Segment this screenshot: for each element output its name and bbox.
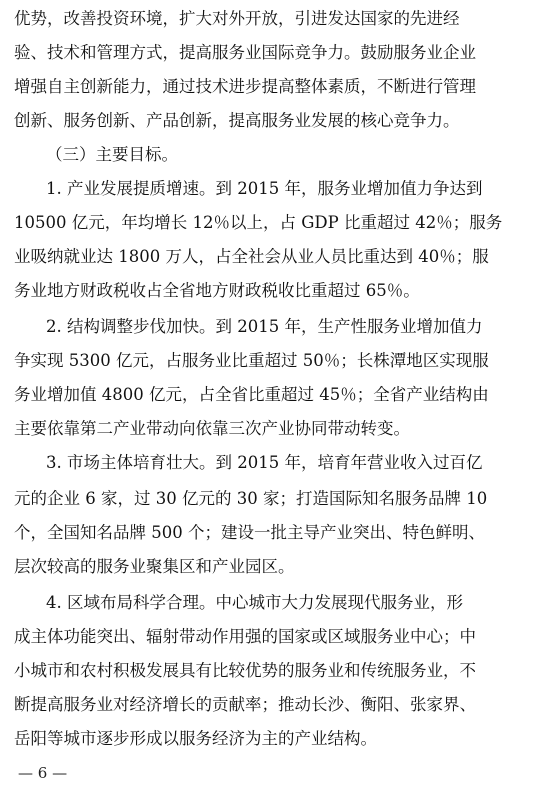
- body-text-line: 断提高服务业对经济增长的贡献率；推动长沙、衡阳、张家界、: [14, 695, 476, 714]
- body-text-line: 创新、服务创新、产品创新，提高服务业发展的核心竞争力。: [14, 111, 460, 130]
- body-text-line: 4. 区域布局科学合理。中心城市大力发展现代服务业，形: [46, 593, 463, 612]
- section-heading: （三）主要目标。: [46, 145, 178, 164]
- page-number: — 6 —: [18, 764, 68, 782]
- body-text-line: 1. 产业发展提质增速。到 2015 年，服务业增加值力争达到: [46, 179, 483, 198]
- body-text-line: 增强自主创新能力，通过技术进步提高整体素质，不断进行管理: [14, 77, 476, 96]
- body-text-line: 成主体功能突出、辐射带动作用强的国家或区域服务业中心；中: [14, 627, 476, 646]
- body-text-line: 优势，改善投资环境，扩大对外开放，引进发达国家的先进经: [14, 9, 460, 28]
- body-text-line: 元的企业 6 家，过 30 亿元的 30 家；打造国际知名服务品牌 10: [14, 489, 488, 508]
- body-text-line: 岳阳等城市逐步形成以服务经济为主的产业结构。: [14, 729, 377, 748]
- body-text-line: 务业增加值 4800 亿元，占全省比重超过 45％；全省产业结构由: [14, 385, 489, 404]
- body-text-line: 验、技术和管理方式，提高服务业国际竞争力。鼓励服务业企业: [14, 43, 476, 62]
- body-text-line: 争实现 5300 亿元，占服务业比重超过 50％；长株潭地区实现服: [14, 351, 489, 370]
- body-text-line: 层次较高的服务业聚集区和产业园区。: [14, 557, 295, 576]
- body-text-line: 10500 亿元，年均增长 12％以上，占 GDP 比重超过 42％；服务: [14, 213, 503, 232]
- body-text-line: 3. 市场主体培育壮大。到 2015 年，培育年营业收入过百亿: [46, 453, 483, 472]
- body-text-line: 个，全国知名品牌 500 个；建设一批主导产业突出、特色鲜明、: [14, 523, 485, 542]
- body-text-line: 务业地方财政税收占全省地方财政税收比重超过 65％。: [14, 281, 420, 300]
- body-text-line: 2. 结构调整步伐加快。到 2015 年，生产性服务业增加值力: [46, 317, 483, 336]
- body-text-line: 业吸纳就业达 1800 万人，占全社会从业人员比重达到 40％；服: [14, 247, 489, 266]
- body-text-line: 小城市和农村积极发展具有比较优势的服务业和传统服务业，不: [14, 661, 476, 680]
- body-text-line: 主要依靠第二产业带动向依靠三次产业协同带动转变。: [14, 419, 410, 438]
